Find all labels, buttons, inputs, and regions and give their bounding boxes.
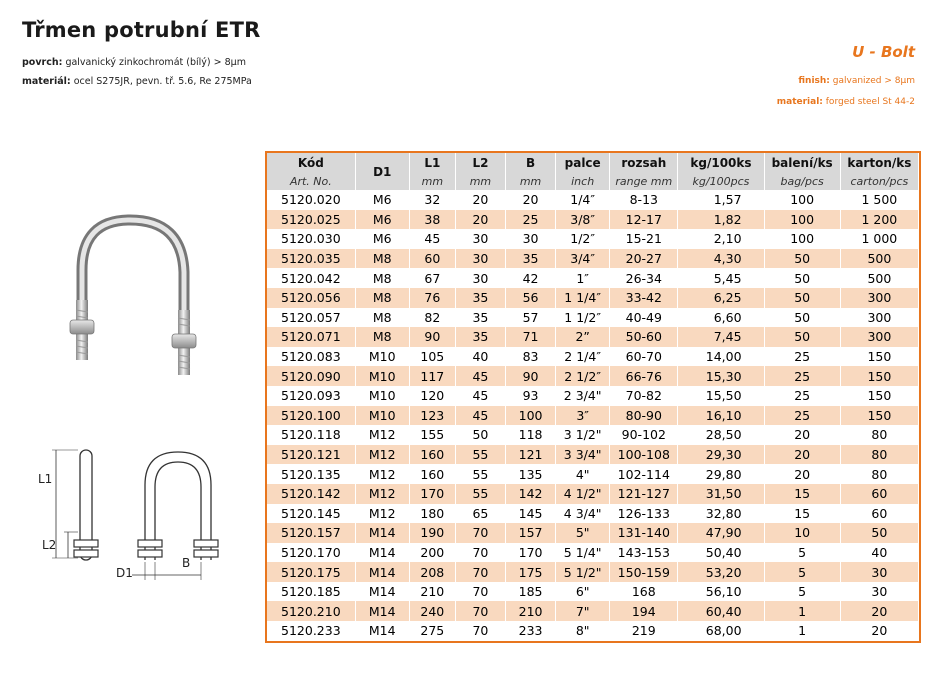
cell-b: 30 [506, 229, 556, 249]
cell-palce: 2” [556, 327, 610, 347]
cell-baleni: 1 [764, 621, 840, 641]
cell-b: 118 [506, 425, 556, 445]
cell-kg: 15,30 [678, 366, 764, 386]
cell-kg: 15,50 [678, 386, 764, 406]
cell-baleni: 1 [764, 601, 840, 621]
cell-kg: 50,40 [678, 543, 764, 563]
cell-d1: M10 [355, 406, 409, 426]
cell-karton: 60 [840, 504, 918, 524]
cell-kg: 28,50 [678, 425, 764, 445]
table-row [267, 347, 919, 367]
cell-l1: 240 [409, 601, 455, 621]
table-row [267, 621, 919, 641]
cell-karton: 150 [840, 386, 918, 406]
cell-kod: 5120.035 [267, 249, 355, 269]
cell-kg: 5,45 [678, 268, 764, 288]
cell-kg: 2,10 [678, 229, 764, 249]
cell-rozsah: 150-159 [610, 562, 678, 582]
cell-karton: 1 200 [840, 210, 918, 230]
cell-d1: M8 [355, 249, 409, 269]
cell-baleni: 50 [764, 288, 840, 308]
cell-l1: 275 [409, 621, 455, 641]
cell-karton: 30 [840, 582, 918, 602]
cell-kg: 68,00 [678, 621, 764, 641]
cell-karton: 80 [840, 425, 918, 445]
cell-rozsah: 66-76 [610, 366, 678, 386]
u-bolt-photo [62, 210, 212, 385]
cell-l2: 35 [455, 288, 505, 308]
cell-d1: M8 [355, 288, 409, 308]
cell-d1: M14 [355, 543, 409, 563]
table-row [267, 327, 919, 347]
cell-karton: 150 [840, 347, 918, 367]
cell-b: 71 [506, 327, 556, 347]
cell-l2: 50 [455, 425, 505, 445]
header-l1: L1 [409, 153, 455, 172]
table-row [267, 190, 919, 210]
cell-kg: 6,25 [678, 288, 764, 308]
table-row [267, 249, 919, 269]
cell-baleni: 5 [764, 582, 840, 602]
cell-l1: 120 [409, 386, 455, 406]
cell-kod: 5120.233 [267, 621, 355, 641]
cell-rozsah: 131-140 [610, 523, 678, 543]
cell-l1: 38 [409, 210, 455, 230]
table-row [267, 308, 919, 328]
cell-l2: 35 [455, 308, 505, 328]
cell-kg: 56,10 [678, 582, 764, 602]
cell-d1: M8 [355, 308, 409, 328]
cell-baleni: 100 [764, 210, 840, 230]
cell-palce: 7" [556, 601, 610, 621]
cell-palce: 1 1/4″ [556, 288, 610, 308]
material-label-en: material: [776, 97, 823, 107]
cell-b: 20 [506, 190, 556, 210]
cell-d1: M14 [355, 582, 409, 602]
cell-karton: 300 [840, 308, 918, 328]
cell-baleni: 100 [764, 190, 840, 210]
cell-kg: 16,10 [678, 406, 764, 426]
cell-l2: 55 [455, 445, 505, 465]
cell-l1: 117 [409, 366, 455, 386]
cell-b: 57 [506, 308, 556, 328]
cell-rozsah: 80-90 [610, 406, 678, 426]
cell-d1: M12 [355, 504, 409, 524]
cell-kod: 5120.118 [267, 425, 355, 445]
cell-kg: 60,40 [678, 601, 764, 621]
cell-rozsah: 50-60 [610, 327, 678, 347]
cell-palce: 3 1/2" [556, 425, 610, 445]
cell-b: 90 [506, 366, 556, 386]
cell-baleni: 5 [764, 543, 840, 563]
cell-baleni: 5 [764, 562, 840, 582]
cell-b: 100 [506, 406, 556, 426]
cell-kod: 5120.071 [267, 327, 355, 347]
cell-kg: 1,82 [678, 210, 764, 230]
label-l1: L1 [38, 472, 53, 486]
table-row [267, 425, 919, 445]
cell-l1: 82 [409, 308, 455, 328]
cell-karton: 150 [840, 366, 918, 386]
cell-baleni: 25 [764, 386, 840, 406]
cell-b: 42 [506, 268, 556, 288]
cell-d1: M12 [355, 464, 409, 484]
cell-l1: 105 [409, 347, 455, 367]
cell-baleni: 50 [764, 327, 840, 347]
table-header-row [267, 153, 919, 172]
cell-l2: 55 [455, 484, 505, 504]
material-line-cz [22, 76, 252, 87]
cell-l2: 70 [455, 621, 505, 641]
table-body [267, 190, 919, 641]
cell-karton: 300 [840, 288, 918, 308]
table-row [267, 504, 919, 524]
cell-kg: 47,90 [678, 523, 764, 543]
cell-b: 35 [506, 249, 556, 269]
cell-kg: 6,60 [678, 308, 764, 328]
cell-karton: 1 000 [840, 229, 918, 249]
cell-d1: M8 [355, 327, 409, 347]
cell-palce: 6" [556, 582, 610, 602]
cell-d1: M6 [355, 229, 409, 249]
cell-baleni: 25 [764, 406, 840, 426]
cell-d1: M12 [355, 445, 409, 465]
cell-b: 233 [506, 621, 556, 641]
cell-kg: 29,80 [678, 464, 764, 484]
cell-palce: 5" [556, 523, 610, 543]
spec-table-frame [265, 151, 921, 643]
cell-baleni: 50 [764, 249, 840, 269]
cell-baleni: 10 [764, 523, 840, 543]
cell-l1: 76 [409, 288, 455, 308]
page-title: Třmen potrubní ETR [22, 18, 261, 42]
cell-rozsah: 100-108 [610, 445, 678, 465]
cell-rozsah: 15-21 [610, 229, 678, 249]
cell-b: 135 [506, 464, 556, 484]
cell-karton: 80 [840, 445, 918, 465]
subheader-art-no: Art. No. [267, 172, 355, 190]
table-row [267, 543, 919, 563]
cell-baleni: 15 [764, 484, 840, 504]
cell-l1: 170 [409, 484, 455, 504]
subheader-carton: carton/pcs [840, 172, 918, 190]
table-row [267, 582, 919, 602]
table-row [267, 484, 919, 504]
label-l2: L2 [42, 538, 57, 552]
subheader-inch: inch [556, 172, 610, 190]
cell-kod: 5120.100 [267, 406, 355, 426]
cell-rozsah: 102-114 [610, 464, 678, 484]
table-row [267, 562, 919, 582]
cell-baleni: 20 [764, 425, 840, 445]
cell-palce: 3/4″ [556, 249, 610, 269]
cell-b: 83 [506, 347, 556, 367]
cell-l1: 90 [409, 327, 455, 347]
cell-kod: 5120.135 [267, 464, 355, 484]
cell-rozsah: 40-49 [610, 308, 678, 328]
cell-karton: 20 [840, 621, 918, 641]
cell-kod: 5120.057 [267, 308, 355, 328]
cell-b: 121 [506, 445, 556, 465]
cell-karton: 300 [840, 327, 918, 347]
table-row [267, 523, 919, 543]
material-value-cz: ocel S275JR, pevn. tř. 5.6, Re 275MPa [73, 76, 252, 87]
cell-karton: 500 [840, 249, 918, 269]
cell-kg: 31,50 [678, 484, 764, 504]
cell-l2: 45 [455, 406, 505, 426]
cell-baleni: 15 [764, 504, 840, 524]
table-row [267, 406, 919, 426]
cell-baleni: 25 [764, 366, 840, 386]
cell-d1: M14 [355, 601, 409, 621]
cell-kg: 1,57 [678, 190, 764, 210]
cell-d1: M14 [355, 562, 409, 582]
cell-kod: 5120.142 [267, 484, 355, 504]
subheader-l2: mm [455, 172, 505, 190]
material-value-en: forged steel St 44-2 [825, 97, 915, 107]
cell-kod: 5120.090 [267, 366, 355, 386]
cell-palce: 1/2″ [556, 229, 610, 249]
cell-karton: 50 [840, 523, 918, 543]
cell-palce: 1 1/2″ [556, 308, 610, 328]
cell-karton: 500 [840, 268, 918, 288]
cell-kod: 5120.121 [267, 445, 355, 465]
label-d1: D1 [116, 566, 133, 580]
cell-palce: 5 1/2" [556, 562, 610, 582]
cell-palce: 2 1/4″ [556, 347, 610, 367]
cell-b: 142 [506, 484, 556, 504]
material-label-cz: materiál: [22, 76, 71, 87]
cell-palce: 3/8″ [556, 210, 610, 230]
header-karton: karton/ks [840, 153, 918, 172]
cell-kod: 5120.083 [267, 347, 355, 367]
cell-b: 145 [506, 504, 556, 524]
cell-l2: 70 [455, 562, 505, 582]
subheader-b: mm [506, 172, 556, 190]
cell-kg: 32,80 [678, 504, 764, 524]
cell-karton: 30 [840, 562, 918, 582]
cell-l1: 160 [409, 445, 455, 465]
cell-palce: 8" [556, 621, 610, 641]
cell-kg: 29,30 [678, 445, 764, 465]
cell-l2: 45 [455, 366, 505, 386]
cell-kod: 5120.030 [267, 229, 355, 249]
cell-rozsah: 33-42 [610, 288, 678, 308]
spec-table [267, 153, 919, 641]
cell-l2: 30 [455, 249, 505, 269]
cell-rozsah: 219 [610, 621, 678, 641]
cell-l2: 70 [455, 582, 505, 602]
cell-l2: 65 [455, 504, 505, 524]
cell-karton: 1 500 [840, 190, 918, 210]
cell-karton: 60 [840, 484, 918, 504]
cell-l1: 210 [409, 582, 455, 602]
table-row [267, 210, 919, 230]
subheader-l1: mm [409, 172, 455, 190]
cell-kod: 5120.025 [267, 210, 355, 230]
table-row [267, 445, 919, 465]
cell-kod: 5120.145 [267, 504, 355, 524]
cell-palce: 3 3/4" [556, 445, 610, 465]
cell-l2: 35 [455, 327, 505, 347]
cell-l1: 200 [409, 543, 455, 563]
cell-palce: 4 1/2" [556, 484, 610, 504]
cell-d1: M10 [355, 386, 409, 406]
cell-kod: 5120.056 [267, 288, 355, 308]
cell-b: 175 [506, 562, 556, 582]
cell-rozsah: 194 [610, 601, 678, 621]
finish-label-en: finish: [798, 76, 830, 86]
cell-rozsah: 8-13 [610, 190, 678, 210]
cell-l2: 30 [455, 229, 505, 249]
cell-palce: 4" [556, 464, 610, 484]
cell-rozsah: 20-27 [610, 249, 678, 269]
header-d1: D1 [355, 153, 409, 190]
finish-value-en: galvanized > 8μm [832, 76, 915, 86]
cell-kod: 5120.185 [267, 582, 355, 602]
cell-l2: 70 [455, 523, 505, 543]
subheader-bag: bag/pcs [764, 172, 840, 190]
cell-karton: 20 [840, 601, 918, 621]
cell-l1: 208 [409, 562, 455, 582]
cell-kod: 5120.042 [267, 268, 355, 288]
subheader-kg: kg/100pcs [678, 172, 764, 190]
header-l2: L2 [455, 153, 505, 172]
cell-palce: 4 3/4" [556, 504, 610, 524]
cell-karton: 40 [840, 543, 918, 563]
finish-label-cz: povrch: [22, 57, 63, 68]
cell-l2: 70 [455, 543, 505, 563]
cell-b: 25 [506, 210, 556, 230]
cell-kod: 5120.093 [267, 386, 355, 406]
finish-line-en [798, 76, 915, 86]
cell-l1: 180 [409, 504, 455, 524]
cell-karton: 150 [840, 406, 918, 426]
cell-l2: 20 [455, 190, 505, 210]
cell-rozsah: 168 [610, 582, 678, 602]
cell-rozsah: 90-102 [610, 425, 678, 445]
cell-b: 210 [506, 601, 556, 621]
cell-l2: 55 [455, 464, 505, 484]
cell-rozsah: 126-133 [610, 504, 678, 524]
finish-line-cz [22, 57, 246, 68]
cell-rozsah: 121-127 [610, 484, 678, 504]
cell-l1: 45 [409, 229, 455, 249]
cell-rozsah: 60-70 [610, 347, 678, 367]
cell-baleni: 100 [764, 229, 840, 249]
cell-b: 185 [506, 582, 556, 602]
cell-b: 93 [506, 386, 556, 406]
finish-value-cz: galvanický zinkochromát (bílý) > 8μm [65, 57, 246, 68]
material-line-en [777, 97, 915, 107]
cell-palce: 3″ [556, 406, 610, 426]
cell-d1: M14 [355, 523, 409, 543]
cell-l2: 45 [455, 386, 505, 406]
header-rozsah: rozsah [610, 153, 678, 172]
cell-l1: 60 [409, 249, 455, 269]
cell-d1: M12 [355, 484, 409, 504]
cell-d1: M8 [355, 268, 409, 288]
header-kg: kg/100ks [678, 153, 764, 172]
cell-l1: 32 [409, 190, 455, 210]
cell-palce: 2 1/2″ [556, 366, 610, 386]
cell-kg: 14,00 [678, 347, 764, 367]
english-title: U - Bolt [852, 43, 915, 61]
cell-kg: 53,20 [678, 562, 764, 582]
cell-d1: M10 [355, 366, 409, 386]
cell-karton: 80 [840, 464, 918, 484]
cell-d1: M10 [355, 347, 409, 367]
cell-baleni: 25 [764, 347, 840, 367]
cell-kod: 5120.157 [267, 523, 355, 543]
header-palce: palce [556, 153, 610, 172]
cell-l2: 40 [455, 347, 505, 367]
cell-palce: 5 1/4" [556, 543, 610, 563]
table-row [267, 229, 919, 249]
cell-kod: 5120.210 [267, 601, 355, 621]
table-row [267, 386, 919, 406]
cell-d1: M6 [355, 210, 409, 230]
cell-rozsah: 143-153 [610, 543, 678, 563]
cell-baleni: 50 [764, 308, 840, 328]
cell-kg: 7,45 [678, 327, 764, 347]
table-row [267, 366, 919, 386]
header-b: B [506, 153, 556, 172]
cell-l1: 155 [409, 425, 455, 445]
cell-b: 56 [506, 288, 556, 308]
subheader-range: range mm [610, 172, 678, 190]
header-kod: Kód [267, 153, 355, 172]
cell-d1: M6 [355, 190, 409, 210]
cell-baleni: 50 [764, 268, 840, 288]
cell-rozsah: 26-34 [610, 268, 678, 288]
cell-palce: 2 3/4" [556, 386, 610, 406]
cell-l1: 67 [409, 268, 455, 288]
table-row [267, 464, 919, 484]
table-row [267, 288, 919, 308]
cell-l1: 160 [409, 464, 455, 484]
cell-kod: 5120.020 [267, 190, 355, 210]
table-row [267, 601, 919, 621]
cell-palce: 1/4″ [556, 190, 610, 210]
label-b: B [182, 556, 191, 570]
cell-kod: 5120.175 [267, 562, 355, 582]
cell-l1: 190 [409, 523, 455, 543]
cell-rozsah: 70-82 [610, 386, 678, 406]
cell-b: 170 [506, 543, 556, 563]
cell-baleni: 20 [764, 464, 840, 484]
cell-l2: 70 [455, 601, 505, 621]
cell-b: 157 [506, 523, 556, 543]
dimension-drawing [20, 440, 250, 600]
cell-baleni: 20 [764, 445, 840, 465]
header-baleni: balení/ks [764, 153, 840, 172]
cell-d1: M14 [355, 621, 409, 641]
cell-kg: 4,30 [678, 249, 764, 269]
cell-d1: M12 [355, 425, 409, 445]
cell-palce: 1″ [556, 268, 610, 288]
cell-l1: 123 [409, 406, 455, 426]
table-row [267, 268, 919, 288]
cell-l2: 30 [455, 268, 505, 288]
cell-kod: 5120.170 [267, 543, 355, 563]
cell-l2: 20 [455, 210, 505, 230]
cell-rozsah: 12-17 [610, 210, 678, 230]
